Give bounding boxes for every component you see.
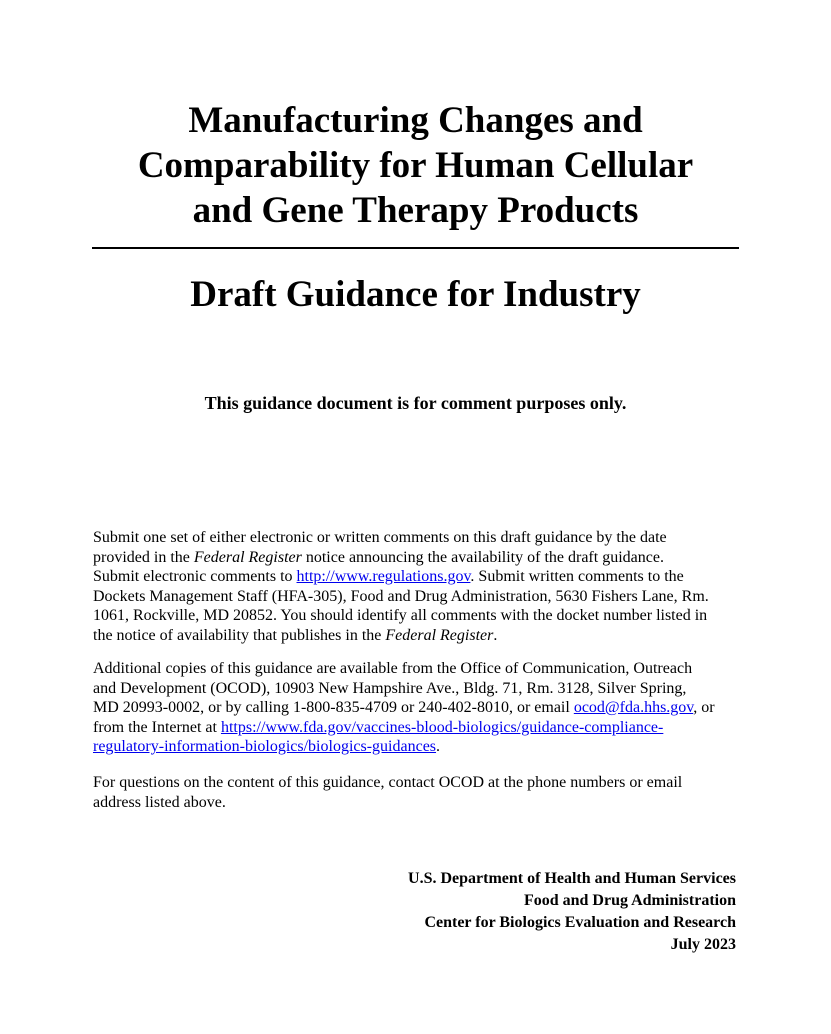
text-line [93, 567, 753, 587]
text-line [93, 737, 753, 757]
title-line-2: Comparability for Human Cellular [137, 145, 694, 186]
text-span: notice announcing the availability of the draft guidance. [301, 548, 664, 566]
agency-block [408, 868, 736, 956]
text-span: Submit electronic comments to [93, 568, 297, 585]
text-line: Additional copies of this guidance are available from the Office of Communication, Outreach [93, 660, 693, 677]
text-line: Submit one set of either electronic or written comments on this draft guidance by the date [93, 529, 667, 546]
text-line: 1061, Rockville, MD 20852. You should identify all comments with the docket number listed in [93, 607, 708, 624]
agency-center: Center for Biologics Evaluation and Research [424, 914, 736, 931]
text-span: MD 20993-0002, or by calling 1-800-835-4709 or 240-402-8010, or email [93, 699, 574, 716]
copies-paragraph [93, 659, 753, 757]
text-span: from the Internet at [93, 718, 221, 736]
agency-department: U.S. Department of Health and Human Services [408, 870, 736, 887]
publication-date: July 2023 [670, 936, 736, 953]
ocod-email-link[interactable]: ocod@fda.hhs.gov [573, 699, 694, 716]
text-span: , or [693, 699, 715, 716]
text-line: and Development (OCOD), 10903 New Hampshire Ave., Bldg. 71, Rm. 3128, Silver Spring, [93, 679, 687, 697]
text-span: . [436, 738, 441, 755]
text-line [93, 718, 753, 738]
fda-guidances-link-part1[interactable]: https://www.fda.gov/vaccines-blood-biologics/guidance-compliance- [220, 718, 664, 736]
federal-register-italic: Federal Register [193, 548, 302, 566]
document-title [60, 98, 771, 233]
regulations-gov-link[interactable]: http://www.regulations.gov [296, 568, 471, 585]
text-span: . [493, 626, 498, 644]
comments-paragraph [93, 528, 753, 645]
title-divider [92, 247, 739, 249]
text-line: For questions on the content of this guidance, contact OCOD at the phone numbers or email [93, 774, 683, 791]
agency-fda: Food and Drug Administration [523, 892, 736, 909]
fda-guidances-link-part2[interactable]: regulatory-information-biologics/biologics-guidances [93, 738, 437, 755]
comment-notice: This guidance document is for comment purposes only. [204, 393, 627, 413]
questions-paragraph [93, 773, 753, 812]
text-span: . Submit written comments to the [470, 568, 684, 585]
text-span: provided in the [93, 548, 194, 566]
text-line [93, 548, 753, 568]
title-line-3: and Gene Therapy Products [192, 190, 639, 231]
title-line-1: Manufacturing Changes and [188, 100, 643, 141]
text-line [93, 698, 753, 718]
text-line: address listed above. [93, 793, 226, 811]
federal-register-italic: Federal Register [385, 626, 494, 644]
text-line: Dockets Management Staff (HFA-305), Food and Drug Administration, 5630 Fishers Lane, Rm. [93, 587, 709, 605]
text-line [93, 626, 753, 646]
text-span: the notice of availability that publishes in the [93, 626, 386, 644]
document-subtitle: Draft Guidance for Industry [190, 274, 641, 315]
